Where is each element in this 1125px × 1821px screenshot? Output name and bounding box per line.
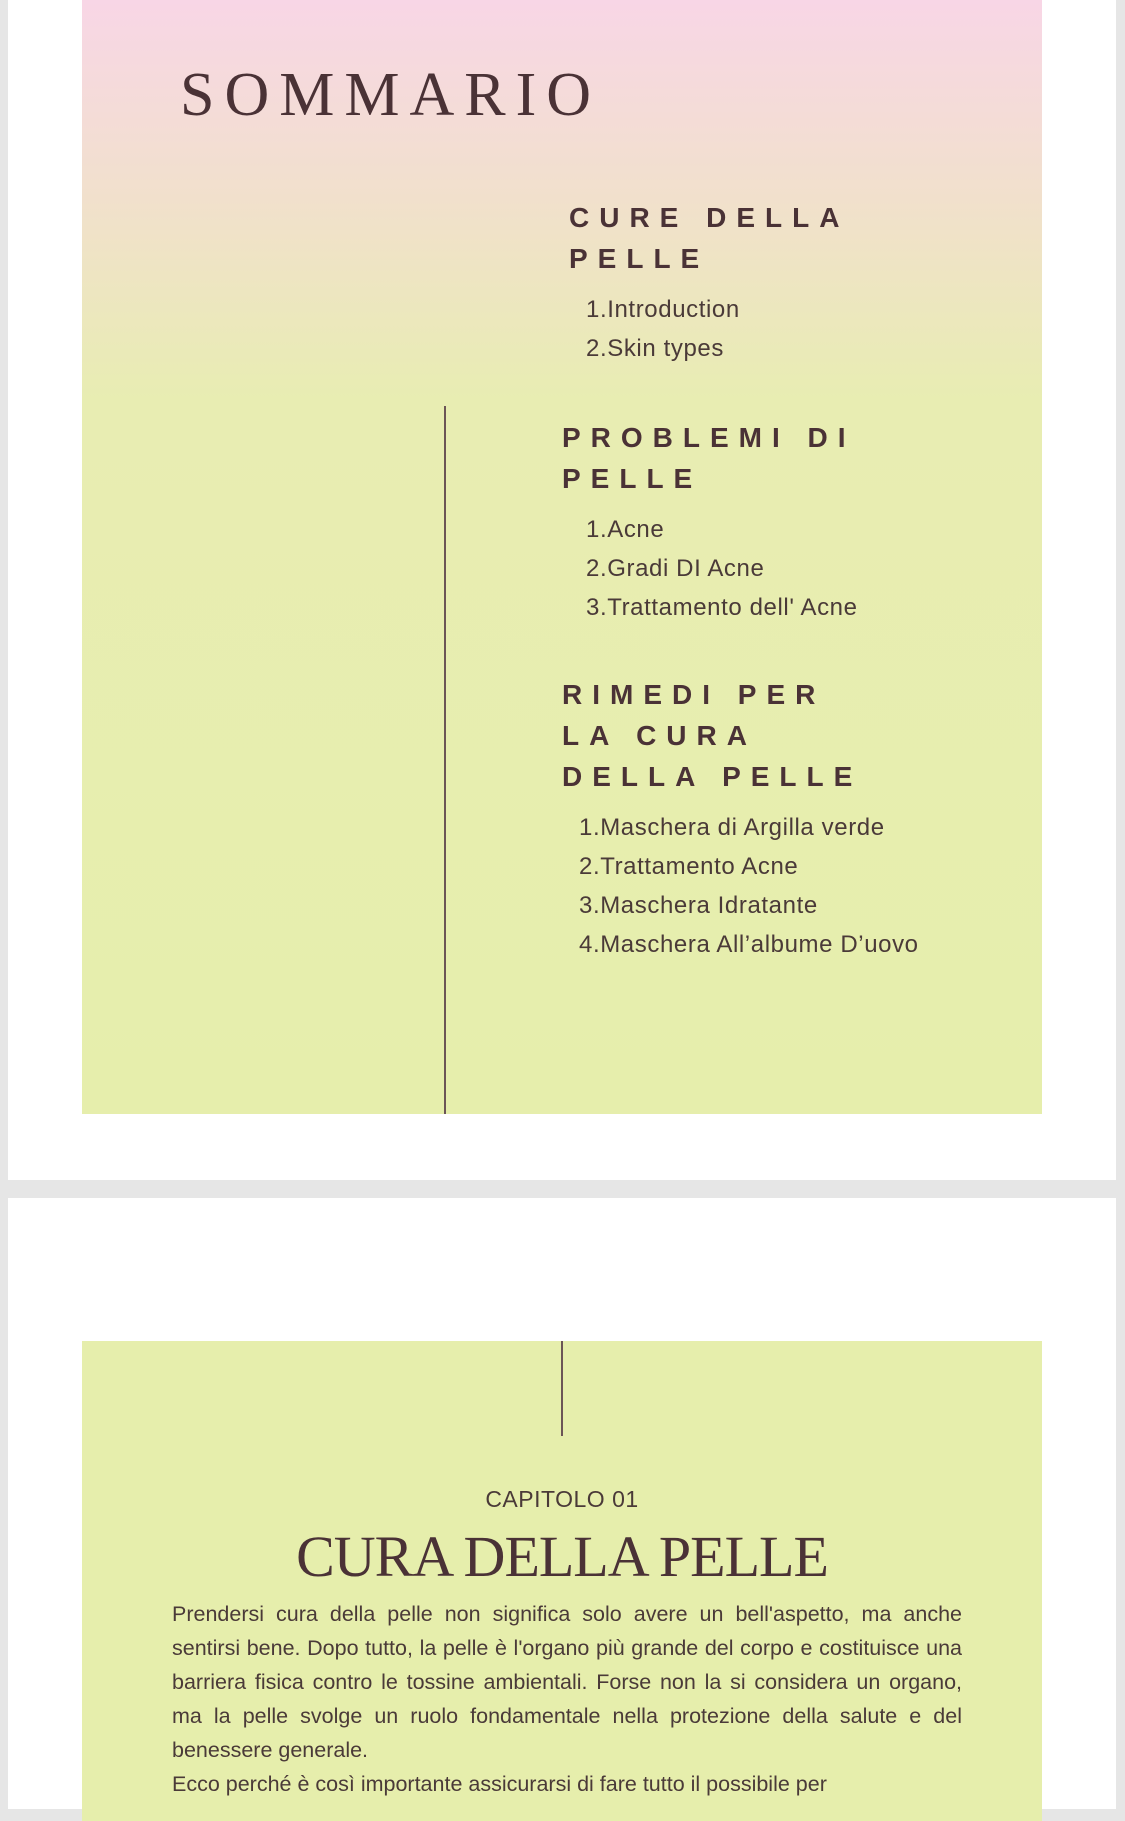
page-capitolo-01 bbox=[8, 1198, 1116, 1809]
toc-item[interactable]: 1.Acne bbox=[586, 516, 665, 543]
toc-panel bbox=[82, 0, 1042, 1114]
toc-item-list bbox=[569, 290, 989, 368]
page-sommario bbox=[8, 0, 1116, 1180]
heading-line: PROBLEMI DI bbox=[562, 422, 856, 453]
toc-title: SOMMARIO bbox=[180, 61, 602, 129]
chapter-title: CURA DELLA PELLE bbox=[296, 1524, 828, 1589]
vertical-divider bbox=[561, 1341, 563, 1436]
chapter-body bbox=[172, 1597, 962, 1801]
toc-item[interactable]: 2.Gradi DI Acne bbox=[586, 555, 765, 582]
heading-line: DELLA PELLE bbox=[562, 761, 863, 792]
body-paragraph: Prendersi cura della pelle non significa solo avere un bell'aspetto, ma anche sentirsi bene. Dopo tutto, la pelle è l'organo più grande del corpo e costituisce una barriera fisica contro le tossine ambientali. Forse non la si considera un organo, ma la pelle svolge un ruolo fondamentale nella protezione della salute e del benessere generale. bbox=[172, 1602, 962, 1762]
toc-item[interactable]: 1.Maschera di Argilla verde bbox=[579, 814, 885, 841]
chapter-label: CAPITOLO 01 bbox=[485, 1486, 639, 1512]
heading-line: RIMEDI PER bbox=[562, 679, 826, 710]
toc-item[interactable]: 3.Trattamento dell' Acne bbox=[586, 594, 858, 621]
toc-item[interactable]: 4.Maschera All’albume D’uovo bbox=[579, 931, 919, 958]
toc-section-cure-della-pelle bbox=[569, 197, 989, 368]
heading-line: PELLE bbox=[562, 463, 703, 494]
body-paragraph: Ecco perché è così importante assicurarsi di fare tutto il possibile per bbox=[172, 1772, 827, 1796]
toc-item[interactable]: 2.Trattamento Acne bbox=[579, 853, 799, 880]
toc-section-heading bbox=[562, 417, 982, 499]
toc-section-heading bbox=[569, 197, 989, 279]
toc-item[interactable]: 1.Introduction bbox=[586, 296, 740, 323]
toc-section-heading bbox=[562, 674, 982, 797]
heading-line: PELLE bbox=[569, 243, 710, 274]
vertical-divider bbox=[444, 406, 446, 1114]
heading-line: LA CURA bbox=[562, 720, 757, 751]
toc-section-problemi-di-pelle bbox=[562, 417, 982, 627]
toc-item[interactable]: 3.Maschera Idratante bbox=[579, 892, 818, 919]
toc-item[interactable]: 2.Skin types bbox=[586, 335, 724, 362]
toc-item-list bbox=[562, 510, 982, 627]
chapter-panel bbox=[82, 1341, 1042, 1821]
toc-item-list bbox=[562, 808, 982, 964]
heading-line: CURE DELLA bbox=[569, 202, 850, 233]
toc-section-rimedi bbox=[562, 674, 982, 964]
